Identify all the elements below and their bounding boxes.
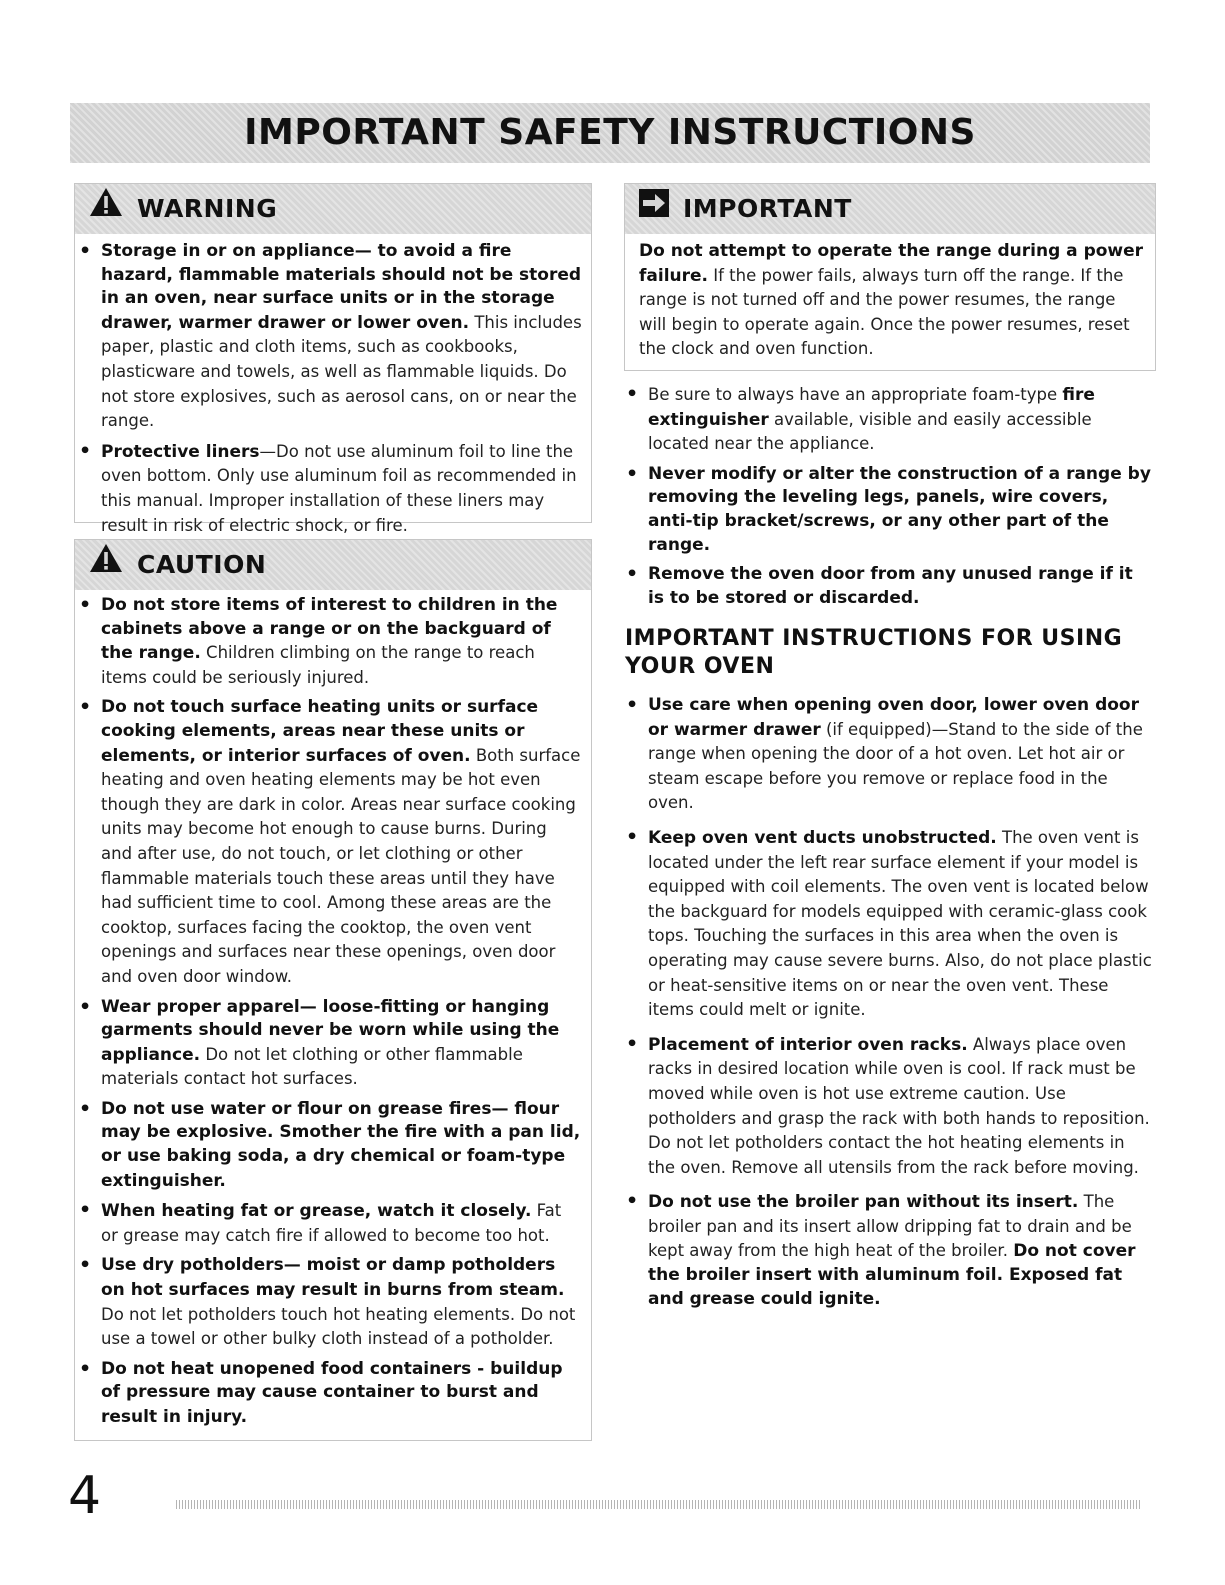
footer-rule <box>176 1500 1142 1509</box>
warning-triangle-icon <box>89 540 123 590</box>
caution-title: CAUTION <box>137 550 267 579</box>
list-item: • Do not use the broiler pan without its insert. The broiler pan and its insert allow dripping fat to drain and be kept away from the high heat of the broiler. Do not cover the broiler insert with aluminum foil. Exposed fat and grease could ignite. <box>622 1190 1152 1311</box>
important-title: IMPORTANT <box>683 194 852 223</box>
page-banner <box>70 103 1150 163</box>
list-item: • Use dry potholders— moist or damp potholders on hot surfaces may result in burns from steam. Do not let potholders touch hot heating elements. Do not use a towel or other bulky cloth instead of a potholder. <box>75 1254 583 1351</box>
page-title: IMPORTANT SAFETY INSTRUCTIONS <box>244 112 976 153</box>
list-item: • Be sure to always have an appropriate foam-type fire extinguisher available, visible and easily accessible located near the appliance. <box>622 383 1152 457</box>
important-header <box>625 184 1155 234</box>
caution-list <box>75 590 591 1430</box>
list-item: • Do not store items of interest to children in the cabinets above a range or on the backguard of the range. Children climbing on the range to reach items could be seriously injured. <box>75 594 583 690</box>
important-text: Do not attempt to operate the range during a power failure. If the power fails, always turn off the range. If the range is not turned off and the power resumes, the range will begin to operate again. Once the power resumes, reset the clock and oven function. <box>639 241 1144 359</box>
list-item: • When heating fat or grease, watch it closely. Fat or grease may catch fire if allowed to become too hot. <box>75 1199 583 1248</box>
list-item: • Do not heat unopened food containers - buildup of pressure may cause container to burst and result in injury. <box>75 1358 583 1430</box>
warning-triangle-icon <box>89 184 123 234</box>
list-item: • Protective liners—Do not use aluminum foil to line the oven bottom. Only use aluminum foil as recommended in this manual. Improper installation of these liners may result in risk of electric shock, or fire. <box>75 440 583 538</box>
page-number: 4 <box>68 1466 102 1526</box>
list-item: • Never modify or alter the construction of a range by removing the leveling legs, panels, wire covers, anti-tip bracket/screws, or any other part of the range. <box>622 463 1152 557</box>
section-heading: IMPORTANT INSTRUCTIONS FOR USING YOUR OVEN <box>625 626 1123 679</box>
arrow-right-icon <box>639 184 669 234</box>
list-item: • Remove the oven door from any unused range if it is to be stored or discarded. <box>622 563 1152 610</box>
list-item: • Do not use water or flour on grease fires— flour may be explosive. Smother the fire with a pan lid, or use baking soda, a dry chemical or foam-type extinguisher. <box>75 1098 583 1193</box>
list-item: • Storage in or on appliance— to avoid a fire hazard, flammable materials should not be stored in an oven, near surface units or in the storage drawer, warmer drawer or lower oven. This includes paper, plastic and cloth items, such as cookbooks, plasticware and towels, as well as flammable liquids. Do not store explosives, such as aerosol cans, on or near the range. <box>75 240 583 434</box>
important-box <box>624 183 1156 371</box>
safety-list <box>622 383 1152 616</box>
caution-box <box>74 539 592 1441</box>
list-item: • Use care when opening oven door, lower oven door or warmer drawer (if equipped)—Stand to the side of the range when opening the door of a hot oven. Let hot air or steam escape before you remove or replace food in the oven. <box>622 694 1152 816</box>
list-item: • Keep oven vent ducts unobstructed. The oven vent is located under the left rear surface element if your model is equipped with coil elements. The oven vent is located below the backguard for models equipped with ceramic-glass cook tops. Touching the surfaces in this area when the oven is operating may cause severe burns. Also, do not place plastic or heat-sensitive items on or near the oven vent. These items could melt or ignite. <box>622 826 1152 1023</box>
warning-title: WARNING <box>137 194 278 223</box>
caution-header <box>75 540 591 590</box>
warning-header <box>75 184 591 234</box>
oven-instructions-list <box>622 694 1152 1317</box>
list-item: • Wear proper apparel— loose-fitting or hanging garments should never be worn while using the appliance. Do not let clothing or other flammable materials contact hot surfaces. <box>75 996 583 1092</box>
list-item: • Do not touch surface heating units or surface cooking elements, areas near these units or elements, or interior surfaces of oven. Both surface heating and oven heating elements may be hot even though they are dark in color. Areas near surface cooking units may become hot enough to cause burns. During and after use, do not touch, or let clothing or other flammable materials touch these areas until they have had sufficient time to cool. Among these areas are the cooktop, surfaces facing the cooktop, the oven vent openings and surfaces near these openings, oven door and oven door window. <box>75 696 583 989</box>
list-item: • Placement of interior oven racks. Always place oven racks in desired location while oven is cool. If rack must be moved while oven is hot use extreme caution. Use potholders and grasp the rack with both hands to reposition. Do not let potholders contact the hot heating elements in the oven. Remove all utensils from the rack before moving. <box>622 1033 1152 1181</box>
warning-box <box>74 183 592 535</box>
warning-list <box>75 234 591 538</box>
